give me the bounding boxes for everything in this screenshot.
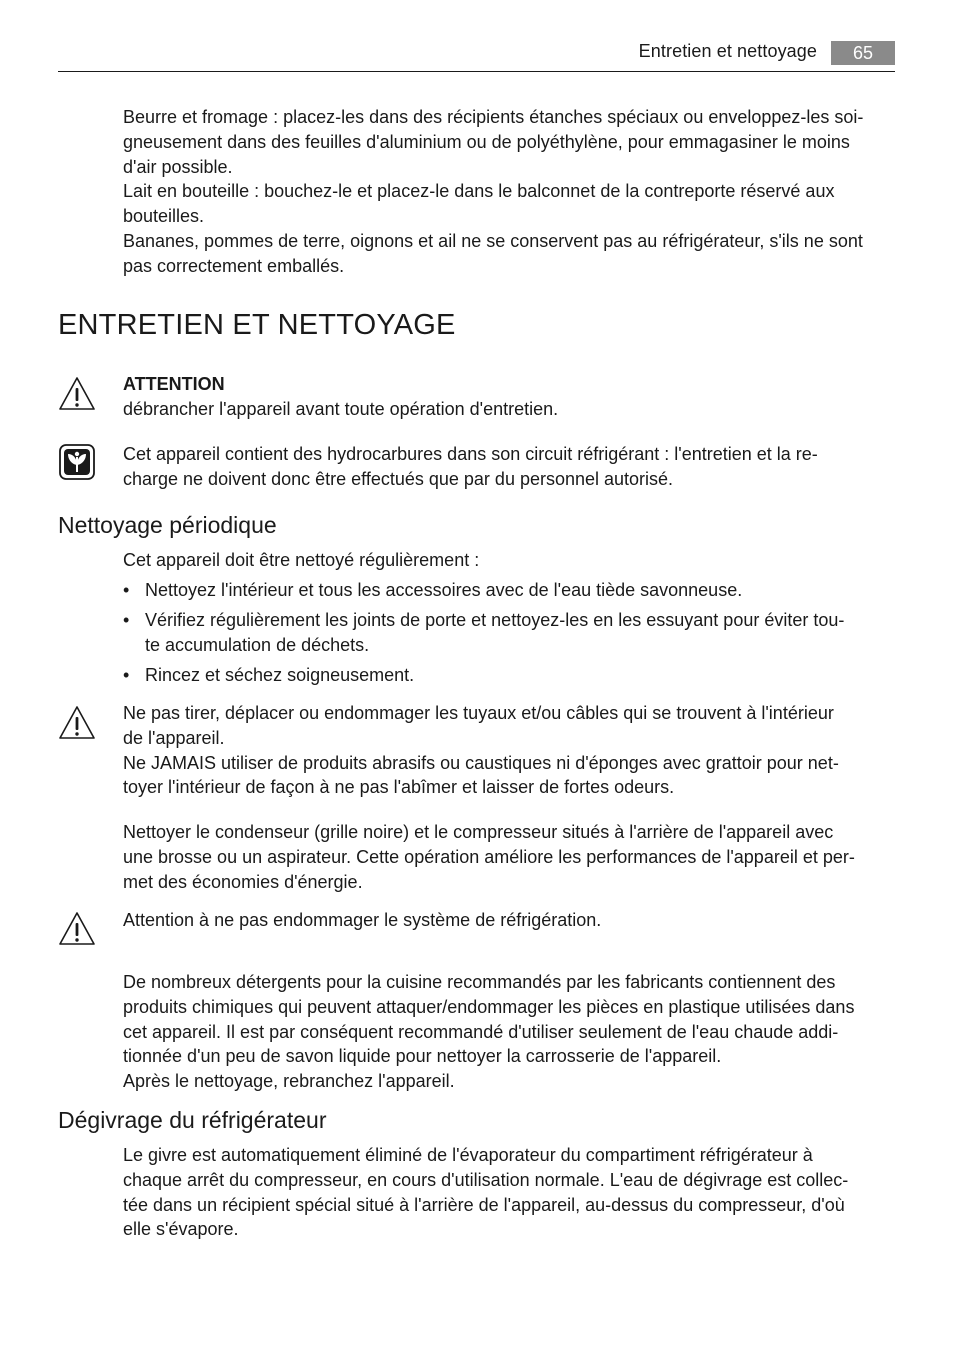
text-line: pas correctement emballés. xyxy=(123,255,345,276)
text-line: une brosse ou un aspirateur. Cette opération améliore les performances de l'appareil et per- xyxy=(123,846,855,867)
text-line: toyer l'intérieur de façon à ne pas l'abîmer et laisser de fortes odeurs. xyxy=(123,777,675,798)
text-line: Cet appareil contient des hydrocarbures dans son circuit réfrigérant : l'entretien et la re- xyxy=(123,444,818,464)
text-line: Beurre et fromage : placez-les dans des récipients étanches spéciaux ou enveloppez-les soi- xyxy=(123,107,864,127)
running-title: Entretien et nettoyage xyxy=(638,41,817,61)
defrost-paragraph xyxy=(123,1143,895,1242)
text-line: de l'appareil. xyxy=(123,727,225,748)
condenser-paragraph xyxy=(123,820,895,894)
text-line: gneusement dans des feuilles d'aluminium ou de polyéthylène, pour emmagasiner le moins xyxy=(123,131,850,152)
text-line: te accumulation de déchets. xyxy=(145,634,370,655)
text-line: De nombreux détergents pour la cuisine recommandés par les fabricants contiennent des xyxy=(123,972,836,992)
subheading-defrosting: Dégivrage du réfrigérateur xyxy=(58,1107,327,1133)
text-line: produits chimiques qui peuvent attaquer/endommager les pièces en plastique utilisées dans xyxy=(123,996,855,1017)
text-line: elle s'évapore. xyxy=(123,1219,239,1240)
text-line: bouteilles. xyxy=(123,206,205,227)
text-line: Rincez et séchez soigneusement. xyxy=(145,665,415,685)
environment-icon xyxy=(58,443,96,481)
text-line: Nettoyer le condenseur (grille noire) et le compresseur situés à l'arrière de l'appareil avec xyxy=(123,822,834,842)
text-line: Lait en bouteille : bouchez-le et placez-le dans le balconnet de la contreporte réservé aux xyxy=(123,181,835,202)
intro-paragraph xyxy=(123,105,895,279)
text-line: tionnée d'un peu de savon liquide pour nettoyer la carrosserie de l'appareil. xyxy=(123,1046,722,1067)
detergents-paragraph xyxy=(123,970,895,1094)
bullet-mark: • xyxy=(123,580,130,600)
bullet-mark: • xyxy=(123,610,130,630)
warning-triangle-icon xyxy=(58,375,96,413)
warning-label: ATTENTION xyxy=(123,374,225,394)
text-line: Vérifiez régulièrement les joints de porte et nettoyez-les en les essuyant pour éviter tou- xyxy=(145,610,845,630)
text-line: chaque arrêt du compresseur, en cours d'utilisation normale. L'eau de dégivrage est collec- xyxy=(123,1169,849,1190)
text-line: Cet appareil doit être nettoyé régulièrement : xyxy=(123,550,480,570)
text-line: Ne JAMAIS utiliser de produits abrasifs ou caustiques ni d'éponges avec grattoir pour net- xyxy=(123,752,839,773)
bullet-mark: • xyxy=(123,665,130,685)
warning-block xyxy=(123,372,895,422)
caution-text: Attention à ne pas endommager le système de réfrigération. xyxy=(123,910,602,930)
warning-text: débrancher l'appareil avant toute opération d'entretien. xyxy=(123,398,559,419)
page-number: 65 xyxy=(831,41,895,65)
text-line: Après le nettoyage, rebranchez l'appareil. xyxy=(123,1071,455,1092)
text-line: charge ne doivent donc être effectués que par du personnel autorisé. xyxy=(123,468,674,489)
section-heading: ENTRETIEN ET NETTOYAGE xyxy=(58,309,456,341)
caution-block xyxy=(123,908,895,933)
periodic-intro xyxy=(123,548,895,573)
text-line: Bananes, pommes de terre, oignons et ail ne se conservent pas au réfrigérateur, s'ils ne sont xyxy=(123,230,863,251)
running-header xyxy=(58,38,895,72)
subheading-periodic-cleaning: Nettoyage périodique xyxy=(58,512,277,538)
text-line: d'air possible. xyxy=(123,156,233,177)
environment-note xyxy=(123,442,895,492)
caution-block xyxy=(123,701,895,800)
text-line: Nettoyez l'intérieur et tous les accessoires avec de l'eau tiède savonneuse. xyxy=(145,580,743,600)
text-line: Ne pas tirer, déplacer ou endommager les tuyaux et/ou câbles qui se trouvent à l'intérieur xyxy=(123,703,834,723)
text-line: Le givre est automatiquement éliminé de l'évaporateur du compartiment réfrigérateur à xyxy=(123,1145,813,1165)
text-line: cet appareil. Il est par conséquent recommandé d'utiliser seulement de l'eau chaude addi- xyxy=(123,1021,839,1042)
warning-triangle-icon xyxy=(58,910,96,948)
text-line: tée dans un récipient spécial situé à l'arrière de l'appareil, au-dessus du compresseur, d'où xyxy=(123,1194,845,1215)
warning-triangle-icon xyxy=(58,704,96,742)
text-line: met des économies d'énergie. xyxy=(123,871,363,892)
